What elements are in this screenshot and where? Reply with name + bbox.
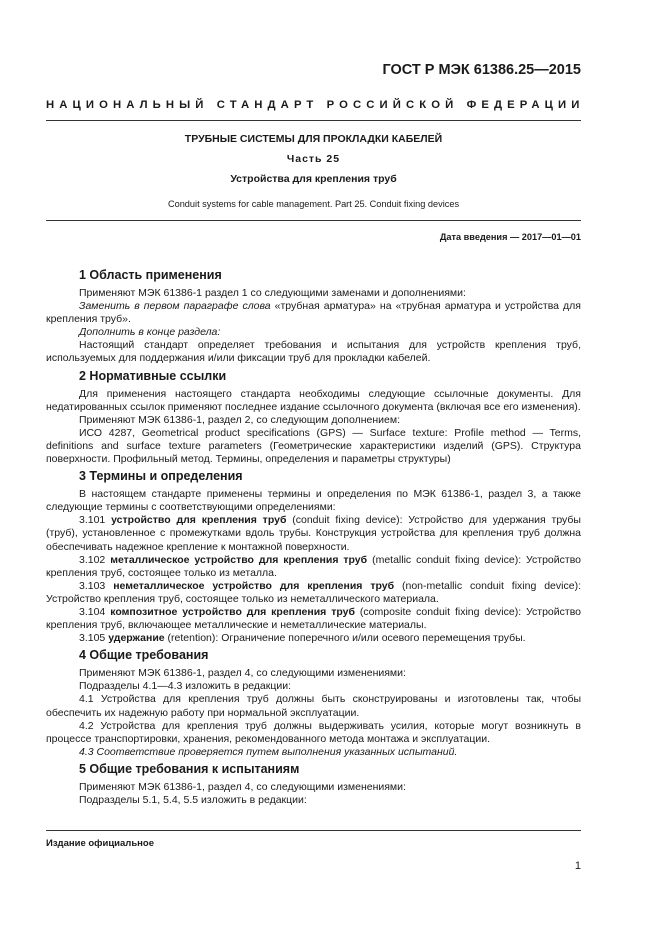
definition-term: устройство для крепления труб	[111, 514, 287, 527]
section-heading: 4 Общие требования	[79, 648, 209, 663]
section-heading: 5 Общие требования к испытаниям	[79, 761, 300, 776]
section-1	[46, 268, 581, 366]
definition-number: 3.104	[79, 605, 111, 618]
definition-number: 3.101	[79, 514, 112, 527]
definition-text: (non-metallic conduit fixing device): Устройство крепления труб, состоящее только из неметаллического материала.	[46, 579, 581, 605]
section-2	[46, 369, 581, 467]
italic-text: Дополнить в конце раздела:	[79, 326, 221, 339]
definition-number: 3.105	[79, 632, 109, 645]
definition	[46, 554, 581, 580]
definition-text: (metallic conduit fixing device): Устройство крепления труб, состоящее только из металла.	[46, 553, 581, 579]
paragraph-text: «трубная арматура» на «трубная арматура и устройства для крепления труб».	[46, 300, 581, 326]
paragraph: В настоящем стандарте применены термины и определения по МЭК 61386-1, раздел 3, а также следующие термины с соответствующими определениями:	[46, 488, 581, 514]
italic-text: Заменить в первом параграфе слова	[79, 300, 271, 313]
definition-text: (retention): Ограничение поперечного и/или осевого перемещения трубы.	[164, 632, 526, 645]
definition	[46, 606, 581, 632]
definition	[46, 580, 581, 606]
title-main: ТРУБНЫЕ СИСТЕМЫ ДЛЯ ПРОКЛАДКИ КАБЕЛЕЙ	[184, 133, 443, 145]
paragraph: ИСО 4287, Geometrical product specifications (GPS) — Surface texture: Profile method — Terms, definitions and surface texture parameters (Геометрические характеристики изделий (GPS). Структура поверхности. Профильный метод. Термины, определения и параметры структуры)	[46, 426, 581, 466]
paragraph: Подразделы 4.1—4.3 изложить в редакции:	[79, 680, 292, 693]
definition	[46, 632, 581, 645]
definition-term: композитное устройство для крепления труб	[110, 605, 355, 618]
paragraph: 4.1 Устройства для крепления труб должны быть сконструированы и изготовлены так, чтобы обеспечить их надежную работу при нормальной эксплуатации.	[46, 693, 581, 719]
paragraph: Подразделы 5.1, 5.4, 5.5 изложить в редакции:	[79, 794, 307, 806]
header-divider	[46, 120, 581, 121]
section-heading: 2 Нормативные ссылки	[79, 368, 227, 383]
definition	[46, 514, 581, 553]
edition-label: Издание официальное	[46, 838, 154, 849]
paragraph: 4.2 Устройства для крепления труб должны выдерживать усилия, которые могут возникнуть в процессе транспортировки, хранения, рекомендованного метода монтажа и эксплуатации.	[46, 719, 581, 745]
definition-term: удержание	[108, 632, 165, 645]
paragraph: Настоящий стандарт определяет требования и испытания для устройств крепления труб, используемых для поддержания и/или фиксации труб для прокладки кабелей.	[46, 339, 581, 365]
definition-text: (composite conduit fixing device): Устройство крепления труб, включающее металлические и неметаллические материалы.	[46, 605, 581, 632]
paragraph	[46, 746, 581, 759]
definition-term: неметаллическое устройство для крепления труб	[113, 579, 395, 592]
definition-number: 3.102	[79, 553, 111, 566]
section-heading: 3 Термины и определения	[79, 469, 243, 484]
page-number: 1	[574, 860, 581, 872]
section-5	[46, 762, 581, 807]
document-code: ГОСТ Р МЭК 61386.25—2015	[382, 62, 581, 78]
national-standard-banner: НАЦИОНАЛЬНЫЙ СТАНДАРТ РОССИЙСКОЙ ФЕДЕРАЦИИ	[46, 99, 585, 111]
footer-divider	[46, 830, 581, 831]
paragraph: Применяют МЭК 61386-1, раздел 4, со следующими изменениями:	[79, 780, 406, 793]
paragraph: Применяют МЭК 61386-1, раздел 4, со следующими изменениями:	[79, 667, 406, 680]
definition-number: 3.103	[79, 579, 114, 592]
document-body	[46, 265, 581, 807]
title-english: Conduit systems for cable management. Part 25. Conduit fixing devices	[167, 199, 460, 209]
paragraph: Для применения настоящего стандарта необходимы следующие ссылочные документы. Для недатированных ссылок применяют последнее издание ссылочного документа (включая все его изменения).	[46, 387, 581, 413]
paragraph: Применяют МЭК 61386-1 раздел 1 со следующими заменами и дополнениями:	[79, 287, 466, 299]
definition-text: (conduit fixing device): Устройство для удержания трубы (труб), установленное с промежутками вдоль трубы. Конструкция устройства для крепления труб должна обеспечивать надежное крепление к монтажной поверхности.	[46, 514, 581, 553]
title-subject: Устройства для крепления труб	[230, 173, 397, 185]
title-divider	[46, 220, 581, 221]
definition-term: металлическое устройство для крепления труб	[110, 553, 368, 566]
section-4	[46, 648, 581, 759]
title-part: Часть 25	[286, 153, 341, 165]
paragraph: Применяют МЭК 61386-1, раздел 2, со следующим дополнением:	[79, 413, 401, 426]
section-3	[46, 469, 581, 645]
introduction-date: Дата введения — 2017—01—01	[439, 232, 581, 242]
section-heading: 1 Область применения	[79, 268, 222, 282]
paragraph	[46, 300, 581, 326]
paragraph	[46, 326, 581, 339]
italic-text: 4.3 Соответствие проверяется путем выполнения указанных испытаний.	[79, 745, 458, 758]
